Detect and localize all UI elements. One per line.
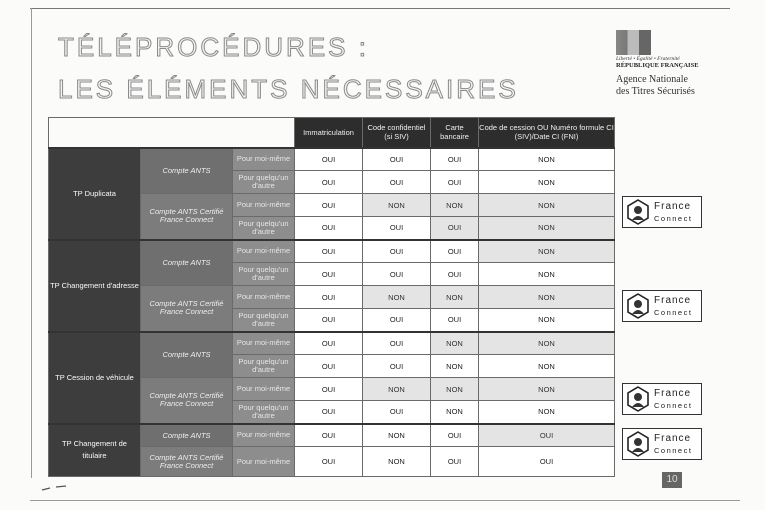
cell-immat: OUI: [295, 309, 363, 332]
cell-immat: OUI: [295, 217, 363, 240]
cell-cession: OUI: [479, 424, 615, 447]
sub-pour-moi: Pour moi-même: [233, 447, 295, 477]
cell-immat: OUI: [295, 401, 363, 424]
cell-code: OUI: [363, 148, 431, 171]
requirements-table: [48, 117, 615, 477]
cell-code: OUI: [363, 309, 431, 332]
account-ants: Compte ANTS: [141, 332, 233, 378]
cell-code: OUI: [363, 217, 431, 240]
header-code-cession: Code de cession OU Numéro formule CI (SIV)/Date CI (FNI): [479, 118, 615, 148]
cell-immat: OUI: [295, 355, 363, 378]
group-changement-adresse: TP Changement d'adresse: [49, 240, 141, 332]
cell-code: OUI: [363, 263, 431, 286]
title-line-1: TÉLÉPROCÉDURES :: [58, 32, 369, 62]
page-number: 10: [662, 472, 682, 488]
header-carte-bancaire: Carte bancaire: [431, 118, 479, 148]
cell-carte: OUI: [431, 263, 479, 286]
france-connect-line2: Connect: [654, 401, 693, 410]
cell-carte: OUI: [431, 240, 479, 263]
cell-code: OUI: [363, 355, 431, 378]
cell-immat: OUI: [295, 378, 363, 401]
france-connect-badge: [622, 383, 702, 415]
cell-cession: NON: [479, 286, 615, 309]
cell-carte: NON: [431, 194, 479, 217]
pen-mark-icon: [40, 482, 80, 492]
cell-carte: NON: [431, 355, 479, 378]
france-connect-icon: [627, 293, 649, 319]
header-code-confidentiel: Code confidentiel (si SIV): [363, 118, 431, 148]
bottom-rule: [30, 500, 740, 501]
cell-cession: NON: [479, 309, 615, 332]
sub-pour-autre: Pour quelqu'un d'autre: [233, 401, 295, 424]
top-rule: [30, 8, 730, 9]
sub-pour-autre: Pour quelqu'un d'autre: [233, 355, 295, 378]
sub-pour-moi: Pour moi-même: [233, 378, 295, 401]
cell-carte: NON: [431, 286, 479, 309]
sub-pour-moi: Pour moi-même: [233, 240, 295, 263]
cell-immat: OUI: [295, 194, 363, 217]
republique-logo: [612, 30, 727, 115]
cell-cession: NON: [479, 263, 615, 286]
account-ants: Compte ANTS: [141, 148, 233, 194]
cell-carte: OUI: [431, 447, 479, 477]
cell-immat: OUI: [295, 286, 363, 309]
cell-carte: OUI: [431, 309, 479, 332]
sub-pour-moi: Pour moi-même: [233, 194, 295, 217]
france-connect-line2: Connect: [654, 446, 693, 455]
france-connect-line1: France: [654, 295, 692, 306]
account-ants-france-connect: Compte ANTS Certifié France Connect: [141, 194, 233, 240]
group-changement-titulaire: TP Changement de titulaire: [49, 424, 141, 477]
sub-pour-moi: Pour moi-même: [233, 332, 295, 355]
logo-republique: RÉPUBLIQUE FRANÇAISE: [616, 62, 699, 69]
cell-carte: OUI: [431, 424, 479, 447]
sub-pour-autre: Pour quelqu'un d'autre: [233, 171, 295, 194]
sub-pour-autre: Pour quelqu'un d'autre: [233, 217, 295, 240]
cell-carte: OUI: [431, 217, 479, 240]
cell-code: OUI: [363, 332, 431, 355]
cell-code: OUI: [363, 240, 431, 263]
cell-immat: OUI: [295, 240, 363, 263]
sub-pour-autre: Pour quelqu'un d'autre: [233, 309, 295, 332]
france-connect-icon: [627, 386, 649, 412]
cell-cession: OUI: [479, 447, 615, 477]
cell-code: OUI: [363, 171, 431, 194]
cell-carte: NON: [431, 378, 479, 401]
sub-pour-moi: Pour moi-même: [233, 148, 295, 171]
sub-pour-moi: Pour moi-même: [233, 286, 295, 309]
france-connect-badge: [622, 196, 702, 228]
cell-immat: OUI: [295, 447, 363, 477]
france-connect-line1: France: [654, 388, 692, 399]
cell-code: NON: [363, 194, 431, 217]
france-connect-badge: [622, 428, 702, 460]
cell-cession: NON: [479, 217, 615, 240]
header-immatriculation: Immatriculation: [295, 118, 363, 148]
cell-code: NON: [363, 447, 431, 477]
cell-carte: NON: [431, 332, 479, 355]
cell-code: NON: [363, 424, 431, 447]
cell-immat: OUI: [295, 332, 363, 355]
cell-immat: OUI: [295, 148, 363, 171]
cell-cession: NON: [479, 355, 615, 378]
france-connect-line1: France: [654, 201, 692, 212]
account-ants-france-connect: Compte ANTS Certifié France Connect: [141, 378, 233, 424]
cell-code: NON: [363, 286, 431, 309]
cell-cession: NON: [479, 378, 615, 401]
france-connect-badge: [622, 290, 702, 322]
sub-pour-autre: Pour quelqu'un d'autre: [233, 263, 295, 286]
cell-cession: NON: [479, 332, 615, 355]
account-ants: Compte ANTS: [141, 240, 233, 286]
cell-cession: NON: [479, 148, 615, 171]
cell-immat: OUI: [295, 424, 363, 447]
account-ants-france-connect: Compte ANTS Certifié France Connect: [141, 447, 233, 477]
cell-cession: NON: [479, 171, 615, 194]
account-ants: Compte ANTS: [141, 424, 233, 447]
cell-code: OUI: [363, 401, 431, 424]
cell-cession: NON: [479, 194, 615, 217]
cell-code: NON: [363, 378, 431, 401]
sub-pour-moi: Pour moi-même: [233, 424, 295, 447]
france-connect-line2: Connect: [654, 214, 693, 223]
logo-motto: Liberté • Égalité • Fraternité: [616, 56, 680, 62]
agency-name-line-2: des Titres Sécurisés: [616, 86, 695, 97]
france-connect-icon: [627, 199, 649, 225]
agency-name-line-1: Agence Nationale: [616, 74, 688, 85]
cell-carte: OUI: [431, 148, 479, 171]
cell-carte: OUI: [431, 171, 479, 194]
marianne-flag-icon: [616, 30, 651, 55]
france-connect-line1: France: [654, 433, 692, 444]
cell-carte: NON: [431, 401, 479, 424]
france-connect-icon: [627, 431, 649, 457]
header-blank: [49, 118, 295, 148]
group-duplicata: TP Duplicata: [49, 148, 141, 240]
cell-cession: NON: [479, 401, 615, 424]
title-line-2: LES ÉLÉMENTS NÉCESSAIRES: [58, 74, 519, 104]
cell-immat: OUI: [295, 171, 363, 194]
account-ants-france-connect: Compte ANTS Certifié France Connect: [141, 286, 233, 332]
france-connect-line2: Connect: [654, 308, 693, 317]
cell-cession: NON: [479, 240, 615, 263]
group-cession-vehicule: TP Cession de véhicule: [49, 332, 141, 424]
left-rule: [31, 8, 32, 478]
cell-immat: OUI: [295, 263, 363, 286]
